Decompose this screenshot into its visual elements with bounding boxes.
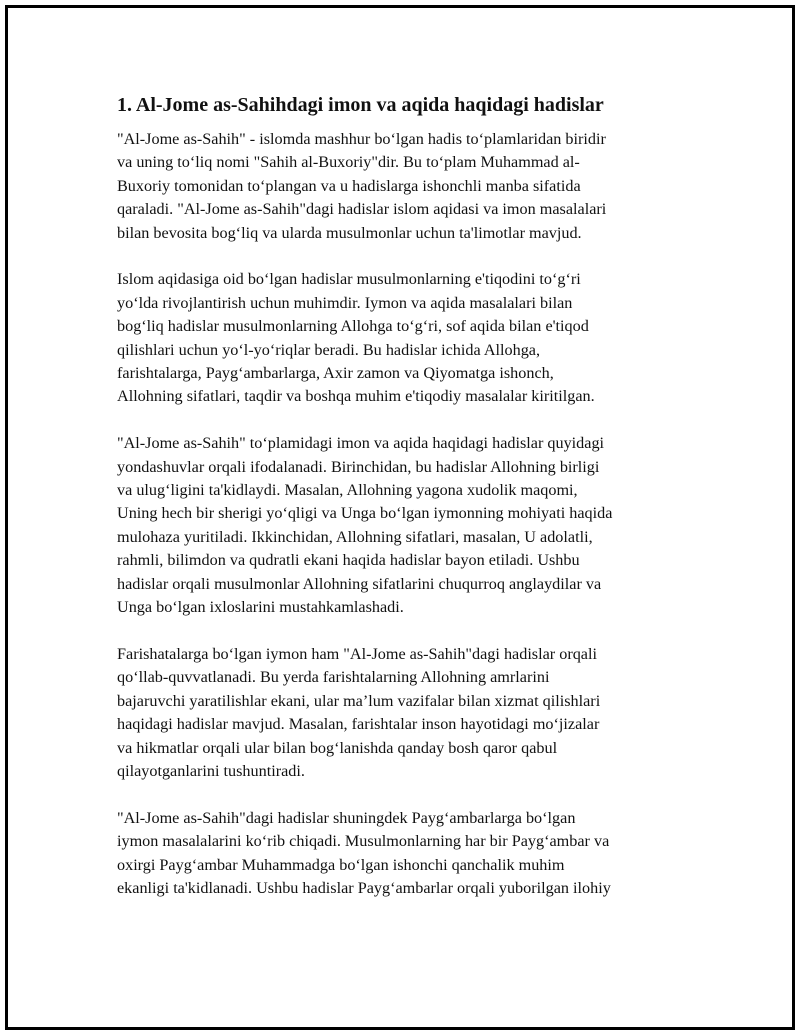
paragraph-list bbox=[117, 128, 697, 900]
text-line: hadislar orqali musulmonlar Allohning sifatlarini chuqurroq anglaydilar va bbox=[117, 574, 602, 593]
text-line: qilayotganlarini tushuntiradi. bbox=[117, 761, 305, 780]
paragraph bbox=[117, 807, 697, 901]
text-line: Allohning sifatlari, taqdir va boshqa muhim e'tiqodiy masalalar kiritilgan. bbox=[117, 387, 595, 406]
text-line: mulohaza yuritiladi. Ikkinchidan, Allohning sifatlari, masalan, U adolatli, bbox=[117, 527, 593, 546]
text-line: va uning to‘liq nomi "Sahih al-Buxoriy"dir. Bu to‘plam Muhammad al- bbox=[117, 153, 580, 172]
text-line: "Al-Jome as-Sahih" - islomda mashhur bo‘lgan hadis to‘plamlaridan biridir bbox=[117, 130, 606, 148]
text-line: Uning hech bir sherigi yo‘qligi va Unga bo‘lgan iymonning mohiyati haqida bbox=[117, 504, 613, 523]
text-line: farishtalarga, Payg‘ambarlarga, Axir zamon va Qiyomatga ishonch, bbox=[117, 364, 554, 383]
paragraph bbox=[117, 268, 697, 408]
text-line: "Al-Jome as-Sahih" to‘plamidagi imon va aqida haqidagi hadislar quyidagi bbox=[117, 434, 605, 453]
paragraph bbox=[117, 643, 697, 783]
text-line: yondashuvlar orqali ifodalanadi. Birinchidan, bu hadislar Allohning birligi bbox=[117, 457, 600, 476]
document-body bbox=[117, 92, 697, 924]
text-line: iymon masalalarini ko‘rib chiqadi. Musulmonlarning har bir Payg‘ambar va bbox=[117, 832, 610, 851]
text-line: Buxoriy tomonidan to‘plangan va u hadislarga ishonchli manba sifatida bbox=[117, 176, 581, 195]
text-line: bilan bevosita bog‘liq va ularda musulmonlar uchun ta'limotlar mavjud. bbox=[117, 223, 582, 242]
text-line: "Al-Jome as-Sahih"dagi hadislar shuningdek Payg‘ambarlarga bo‘lgan bbox=[117, 808, 576, 827]
text-line: rahmli, bilimdon va qudratli ekani haqida hadislar bayon etiladi. Ushbu bbox=[117, 551, 580, 570]
text-line: ekanligi ta'kidlanadi. Ushbu hadislar Payg‘ambarlar orqali yuborilgan ilohiy bbox=[117, 878, 611, 897]
text-line: Islom aqidasiga oid bo‘lgan hadislar musulmonlarning e'tiqodini to‘g‘ri bbox=[117, 270, 581, 289]
text-line: qaraladi. "Al-Jome as-Sahih"dagi hadislar islom aqidasi va imon masalalari bbox=[117, 200, 607, 219]
text-line: haqidagi hadislar mavjud. Masalan, farishtalar inson hayotidagi mo‘jizalar bbox=[117, 715, 600, 734]
text-line: va hikmatlar orqali ular bilan bog‘lanishda qanday bosh qaror qabul bbox=[117, 738, 558, 757]
text-line: oxirgi Payg‘ambar Muhammadga bo‘lgan ishonchi qanchalik muhim bbox=[117, 855, 565, 874]
text-line: bog‘liq hadislar musulmonlarning Allohga to‘g‘ri, sof aqida bilan e'tiqod bbox=[117, 317, 589, 336]
text-line: bajaruvchi yaratilishlar ekani, ular ma’lum vazifalar bilan xizmat qilishlari bbox=[117, 691, 601, 710]
paragraph bbox=[117, 432, 697, 619]
text-line: Farishatalarga bo‘lgan iymon ham "Al-Jome as-Sahih"dagi hadislar orqali bbox=[117, 644, 597, 663]
text-line: qo‘llab-quvvatlanadi. Bu yerda farishtalarning Allohning amrlarini bbox=[117, 668, 550, 687]
section-heading: 1. Al-Jome as-Sahihdagi imon va aqida haqidagi hadislar bbox=[117, 94, 604, 116]
text-line: qilishlari uchun yo‘l-yo‘riqlar beradi. Bu hadislar ichida Allohga, bbox=[117, 340, 541, 359]
text-line: Unga bo‘lgan ixloslarini mustahkamlashadi. bbox=[117, 598, 404, 617]
paragraph bbox=[117, 128, 697, 245]
text-line: yo‘lda rivojlantirish uchun muhimdir. Iymon va aqida masalalari bilan bbox=[117, 293, 573, 312]
text-line: va ulug‘ligini ta'kidlaydi. Masalan, Allohning yagona xudolik maqomi, bbox=[117, 481, 578, 500]
